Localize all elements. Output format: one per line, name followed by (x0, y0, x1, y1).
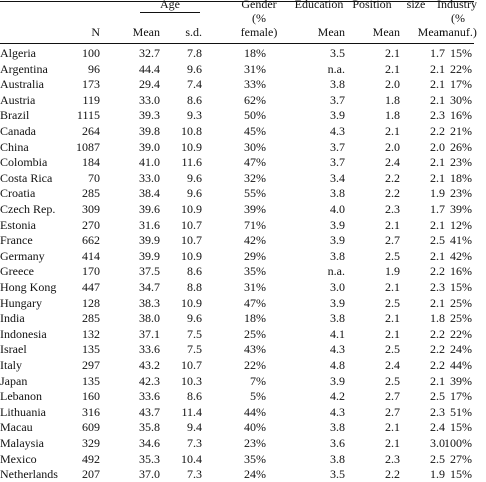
cell-age-mean: 33.0 (139, 92, 160, 107)
table-row (0, 404, 474, 420)
cell-age-sd: 10.4 (181, 451, 202, 466)
cell-n: 100 (82, 46, 100, 60)
cell-age-sd: 7.4 (187, 77, 202, 92)
cell-gender: 5% (250, 389, 266, 404)
header-education: Education (294, 0, 344, 11)
table-row (0, 341, 474, 357)
cell-age-mean: 42.3 (139, 373, 160, 388)
cell-age-sd: 8.8 (187, 280, 202, 294)
cell-n: 297 (82, 358, 100, 372)
cell-size: 2.1 (430, 217, 445, 232)
cell-age-sd: 9.3 (187, 108, 202, 123)
cell-education: 3.5 (330, 467, 345, 482)
cell-size: 1.7 (430, 46, 445, 60)
header-position: Position (352, 0, 392, 11)
cell-industry: 39% (450, 373, 472, 388)
cell-industry: 23% (450, 155, 472, 170)
table-row (0, 435, 474, 451)
cell-country: Austria (0, 92, 36, 107)
cell-education: 3.9 (330, 108, 345, 123)
cell-age-mean: 39.9 (139, 233, 160, 248)
cell-gender: 47% (244, 155, 266, 170)
cell-education: 3.9 (330, 217, 345, 232)
cell-age-sd: 10.9 (181, 295, 202, 310)
cell-age-sd: 11.6 (181, 155, 202, 170)
cell-education: 4.2 (330, 389, 345, 404)
cell-country: Colombia (0, 155, 48, 170)
header-bottom-rule (0, 43, 474, 44)
header-industry-sub-1: (% (451, 11, 465, 25)
cell-position: 2.1 (385, 280, 400, 294)
cell-size: 2.2 (430, 326, 445, 341)
cell-education: 3.5 (330, 46, 345, 60)
cell-country: Hong Kong (0, 280, 57, 294)
cell-education: 3.0 (330, 280, 345, 294)
cell-n: 119 (82, 92, 100, 107)
cell-country: Algeria (0, 46, 36, 60)
cell-position: 2.7 (385, 233, 400, 248)
cell-country: Costa Rica (0, 170, 53, 185)
cell-gender: 50% (244, 108, 266, 123)
cell-age-mean: 32.7 (139, 46, 160, 60)
cell-size: 2.2 (430, 358, 445, 372)
cell-position: 2.1 (385, 61, 400, 76)
cell-industry: 25% (450, 295, 472, 310)
header-gender-sub-2: female) (240, 25, 278, 39)
cell-size: 2.2 (430, 342, 445, 357)
cell-size: 1.9 (430, 186, 445, 201)
table-row (0, 61, 474, 77)
cell-industry: 15% (450, 420, 472, 435)
cell-position: 2.1 (385, 124, 400, 138)
cell-education: 3.8 (330, 311, 345, 326)
cell-country: Indonesia (0, 326, 47, 341)
table-row (0, 154, 474, 170)
cell-position: 2.2 (385, 170, 400, 185)
cell-gender: 62% (244, 92, 266, 107)
cell-gender: 47% (244, 295, 266, 310)
cell-gender: 31% (244, 61, 266, 76)
cell-position: 1.8 (385, 92, 400, 107)
cell-industry: 42% (450, 248, 472, 263)
cell-education: 4.3 (330, 342, 345, 357)
cell-industry: 24% (450, 342, 472, 357)
cell-education: 3.6 (330, 436, 345, 450)
cell-gender: 40% (244, 420, 266, 435)
cell-country: China (0, 139, 29, 154)
cell-industry: 17% (450, 77, 472, 92)
cell-gender: 43% (244, 342, 266, 357)
cell-industry: 17% (450, 389, 472, 404)
cell-industry: 15% (450, 467, 472, 482)
cell-n: 184 (82, 155, 100, 170)
header-gender-sub-1: (% (252, 11, 266, 25)
cell-age-sd: 9.6 (187, 311, 202, 326)
header-size-mean: Mean (417, 25, 445, 39)
cell-position: 2.7 (385, 389, 400, 404)
header-position-mean: Mean (372, 25, 400, 39)
cell-age-mean: 39.0 (139, 139, 160, 154)
cell-position: 2.1 (385, 420, 400, 435)
cell-n: 492 (82, 451, 100, 466)
table-row (0, 217, 474, 233)
cell-age-mean: 43.2 (139, 358, 160, 372)
cell-position: 2.0 (385, 77, 400, 92)
cell-n: 135 (82, 373, 100, 388)
cell-age-sd: 10.3 (181, 373, 202, 388)
cell-gender: 71% (244, 217, 266, 232)
cell-n: 662 (82, 233, 100, 248)
age-group-rule (140, 12, 200, 13)
cell-n: 270 (82, 217, 100, 232)
cell-age-mean: 39.9 (139, 248, 160, 263)
cell-age-sd: 9.4 (187, 420, 202, 435)
cell-position: 2.1 (385, 436, 400, 450)
cell-age-mean: 37.1 (139, 326, 160, 341)
cell-country: Netherlands (0, 467, 58, 482)
cell-education: 3.8 (330, 248, 345, 263)
cell-gender: 18% (244, 46, 266, 60)
cell-n: 316 (82, 404, 100, 419)
table-row (0, 263, 474, 279)
cell-country: Lebanon (0, 389, 42, 404)
cell-education: 3.7 (330, 155, 345, 170)
cell-country: Argentina (0, 61, 48, 76)
header-age-sd: s.d. (185, 25, 202, 39)
cell-country: Italy (0, 358, 22, 372)
cell-position: 2.5 (385, 248, 400, 263)
cell-country: Brazil (0, 108, 30, 123)
cell-industry: 22% (450, 326, 472, 341)
table-row (0, 279, 474, 295)
cell-n: 447 (82, 280, 100, 294)
cell-n: 414 (82, 248, 100, 263)
cell-country: Croatia (0, 186, 36, 201)
cell-position: 2.1 (385, 46, 400, 60)
cell-gender: 55% (244, 186, 266, 201)
cell-country: Lithuania (0, 404, 46, 419)
cell-gender: 35% (244, 451, 266, 466)
cell-gender: 7% (250, 373, 266, 388)
cell-size: 2.5 (430, 451, 445, 466)
cell-education: 3.8 (330, 420, 345, 435)
cell-position: 2.1 (385, 217, 400, 232)
cell-age-mean: 35.8 (139, 420, 160, 435)
cell-country: Mexico (0, 451, 37, 466)
cell-age-mean: 29.4 (139, 77, 160, 92)
cell-size: 2.1 (430, 155, 445, 170)
cell-age-mean: 39.3 (139, 108, 160, 123)
cell-position: 2.4 (385, 358, 400, 372)
cell-gender: 23% (244, 436, 266, 450)
cell-size: 2.5 (430, 389, 445, 404)
header-n: N (91, 25, 100, 39)
cell-education: 3.9 (330, 373, 345, 388)
header-education-mean: Mean (317, 25, 345, 39)
cell-n: 207 (82, 467, 100, 482)
cell-size: 2.3 (430, 108, 445, 123)
table-row (0, 185, 474, 201)
cell-age-sd: 10.8 (181, 124, 202, 138)
cell-n: 609 (82, 420, 100, 435)
cell-country: Israel (0, 342, 27, 357)
cell-age-sd: 10.7 (181, 233, 202, 248)
cell-industry: 41% (450, 233, 472, 248)
table-row (0, 373, 474, 389)
cell-education: 3.7 (330, 139, 345, 154)
cell-position: 2.5 (385, 373, 400, 388)
cell-gender: 18% (244, 311, 266, 326)
cell-industry: 15% (450, 280, 472, 294)
table-row (0, 326, 474, 342)
cell-industry: 18% (450, 170, 472, 185)
table-row (0, 232, 474, 248)
cell-age-mean: 34.7 (139, 280, 160, 294)
cell-position: 1.8 (385, 108, 400, 123)
cell-age-sd: 8.6 (187, 264, 202, 279)
table-row (0, 76, 474, 92)
cell-country: France (0, 233, 33, 248)
cell-gender: 44% (244, 404, 266, 419)
cell-position: 2.5 (385, 295, 400, 310)
cell-education: 3.9 (330, 233, 345, 248)
table-row (0, 170, 474, 186)
cell-gender: 45% (244, 124, 266, 138)
cell-age-sd: 10.7 (181, 358, 202, 372)
cell-education: 4.8 (330, 358, 345, 372)
cell-education: 3.8 (330, 451, 345, 466)
cell-industry: 25% (450, 311, 472, 326)
table-row (0, 248, 474, 264)
cell-age-sd: 7.5 (187, 326, 202, 341)
cell-size: 2.1 (430, 92, 445, 107)
cell-gender: 25% (244, 326, 266, 341)
cell-age-sd: 11.4 (181, 404, 202, 419)
cell-age-mean: 41.0 (139, 155, 160, 170)
header-gender: Gender (241, 0, 277, 11)
table-row (0, 139, 474, 155)
cell-industry: 12% (450, 217, 472, 232)
cell-n: 173 (82, 77, 100, 92)
cell-age-sd: 9.6 (187, 61, 202, 76)
cell-position: 2.1 (385, 311, 400, 326)
cell-industry: 15% (450, 46, 472, 60)
cell-age-mean: 37.0 (139, 467, 160, 482)
cell-age-mean: 37.5 (139, 264, 160, 279)
table-row (0, 419, 474, 435)
cell-n: 1115 (76, 108, 100, 123)
cell-industry: 16% (450, 108, 472, 123)
cell-position: 2.3 (385, 202, 400, 216)
cell-position: 2.7 (385, 404, 400, 419)
cell-age-mean: 39.8 (139, 124, 160, 138)
cell-age-sd: 7.8 (187, 46, 202, 60)
cell-age-sd: 7.5 (187, 342, 202, 357)
cell-age-mean: 34.6 (139, 436, 160, 450)
cell-gender: 32% (244, 170, 266, 185)
table-row (0, 388, 474, 404)
table-row (0, 201, 474, 217)
cell-size: 2.5 (430, 233, 445, 248)
cell-education: 3.7 (330, 92, 345, 107)
cell-age-sd: 8.6 (187, 92, 202, 107)
cell-age-sd: 8.6 (187, 389, 202, 404)
cell-size: 2.1 (430, 77, 445, 92)
cell-country: Japan (0, 373, 28, 388)
table-row (0, 107, 474, 123)
cell-size: 2.1 (430, 170, 445, 185)
cell-position: 2.2 (385, 467, 400, 482)
cell-age-sd: 10.7 (181, 217, 202, 232)
cell-age-sd: 10.9 (181, 248, 202, 263)
cell-education: 3.8 (330, 186, 345, 201)
cell-n: 128 (82, 295, 100, 310)
cell-position: 1.9 (385, 264, 400, 279)
cell-gender: 33% (244, 77, 266, 92)
cell-size: 2.2 (430, 124, 445, 138)
cell-n: 96 (88, 61, 100, 76)
cell-size: 2.2 (430, 264, 445, 279)
cell-education: 3.9 (330, 295, 345, 310)
cell-size: 2.1 (430, 248, 445, 263)
cell-country: Greece (0, 264, 34, 279)
cell-n: 70 (88, 170, 100, 185)
cell-gender: 24% (244, 467, 266, 482)
cell-position: 2.3 (385, 451, 400, 466)
cell-n: 1087 (76, 139, 100, 154)
cell-n: 285 (82, 311, 100, 326)
cell-gender: 39% (244, 202, 266, 216)
cell-age-sd: 9.6 (187, 170, 202, 185)
cell-n: 170 (82, 264, 100, 279)
table-row (0, 357, 474, 373)
cell-n: 264 (82, 124, 100, 138)
table-row (0, 466, 474, 482)
cell-age-sd: 10.9 (181, 202, 202, 216)
cell-education: 4.0 (330, 202, 345, 216)
cell-industry: 100% (444, 436, 472, 450)
cell-age-mean: 38.4 (139, 186, 160, 201)
cell-n: 285 (82, 186, 100, 201)
cell-age-mean: 38.0 (139, 311, 160, 326)
header-size: size (406, 0, 426, 11)
cell-industry: 26% (450, 139, 472, 154)
cell-size: 2.4 (430, 420, 445, 435)
cell-age-mean: 39.6 (139, 202, 160, 216)
cell-size: 2.1 (430, 295, 445, 310)
cell-position: 2.0 (385, 139, 400, 154)
header-industry-sub-2: manuf.) (439, 25, 477, 39)
cell-country: India (0, 311, 25, 326)
cell-age-sd: 10.9 (181, 139, 202, 154)
cell-age-mean: 31.6 (139, 217, 160, 232)
cell-n: 160 (82, 389, 100, 404)
cell-age-mean: 35.3 (139, 451, 160, 466)
table-row (0, 295, 474, 311)
cell-size: 1.7 (430, 202, 445, 216)
cell-age-mean: 44.4 (139, 61, 160, 76)
cell-size: 1.9 (430, 467, 445, 482)
cell-gender: 29% (244, 248, 266, 263)
cell-position: 2.2 (385, 186, 400, 201)
header-industry: Industry (437, 0, 477, 11)
cell-country: Malaysia (0, 436, 44, 450)
cell-industry: 51% (450, 404, 472, 419)
cell-size: 3.0 (430, 436, 445, 450)
cell-gender: 30% (244, 139, 266, 154)
cell-gender: 42% (244, 233, 266, 248)
cell-country: Czech Rep. (0, 202, 56, 216)
cell-education: 4.3 (330, 124, 345, 138)
cell-age-mean: 33.6 (139, 389, 160, 404)
cell-size: 2.3 (430, 280, 445, 294)
cell-industry: 21% (450, 124, 472, 138)
table-row (0, 123, 474, 139)
cell-industry: 44% (450, 358, 472, 372)
cell-age-mean: 43.7 (139, 404, 160, 419)
table-row (0, 451, 474, 467)
cell-country: Canada (0, 124, 36, 138)
cell-age-sd: 7.3 (187, 467, 202, 482)
cell-age-sd: 7.3 (187, 436, 202, 450)
cell-gender: 31% (244, 280, 266, 294)
cell-n: 132 (82, 326, 100, 341)
cell-education: 4.3 (330, 404, 345, 419)
cell-country: Macau (0, 420, 33, 435)
cell-industry: 39% (450, 202, 472, 216)
cell-country: Australia (0, 77, 44, 92)
cell-education: 3.8 (330, 77, 345, 92)
cell-industry: 30% (450, 92, 472, 107)
header-age-mean: Mean (132, 25, 160, 39)
cell-industry: 23% (450, 186, 472, 201)
cell-size: 2.1 (430, 373, 445, 388)
cell-n: 135 (82, 342, 100, 357)
cell-age-mean: 33.6 (139, 342, 160, 357)
table-row (0, 92, 474, 108)
cell-industry: 16% (450, 264, 472, 279)
cell-size: 1.8 (430, 311, 445, 326)
table-row (0, 310, 474, 326)
cell-education: n.a. (327, 61, 345, 76)
cell-industry: 22% (450, 61, 472, 76)
cell-size: 2.1 (430, 61, 445, 76)
cell-country: Germany (0, 248, 45, 263)
cell-education: 4.1 (330, 326, 345, 341)
cell-position: 2.5 (385, 342, 400, 357)
cell-position: 2.1 (385, 326, 400, 341)
header-age: Age (160, 0, 180, 11)
cell-n: 309 (82, 202, 100, 216)
cell-education: 3.4 (330, 170, 345, 185)
cell-industry: 27% (450, 451, 472, 466)
cell-age-mean: 38.3 (139, 295, 160, 310)
cell-size: 2.3 (430, 404, 445, 419)
cell-country: Hungary (0, 295, 42, 310)
cell-n: 329 (82, 436, 100, 450)
table-row (0, 45, 474, 61)
cell-gender: 35% (244, 264, 266, 279)
cell-position: 2.4 (385, 155, 400, 170)
cell-age-sd: 9.6 (187, 186, 202, 201)
cell-gender: 22% (244, 358, 266, 372)
cell-country: Estonia (0, 217, 36, 232)
cell-age-mean: 33.0 (139, 170, 160, 185)
cell-size: 2.0 (430, 139, 445, 154)
cell-education: n.a. (327, 264, 345, 279)
